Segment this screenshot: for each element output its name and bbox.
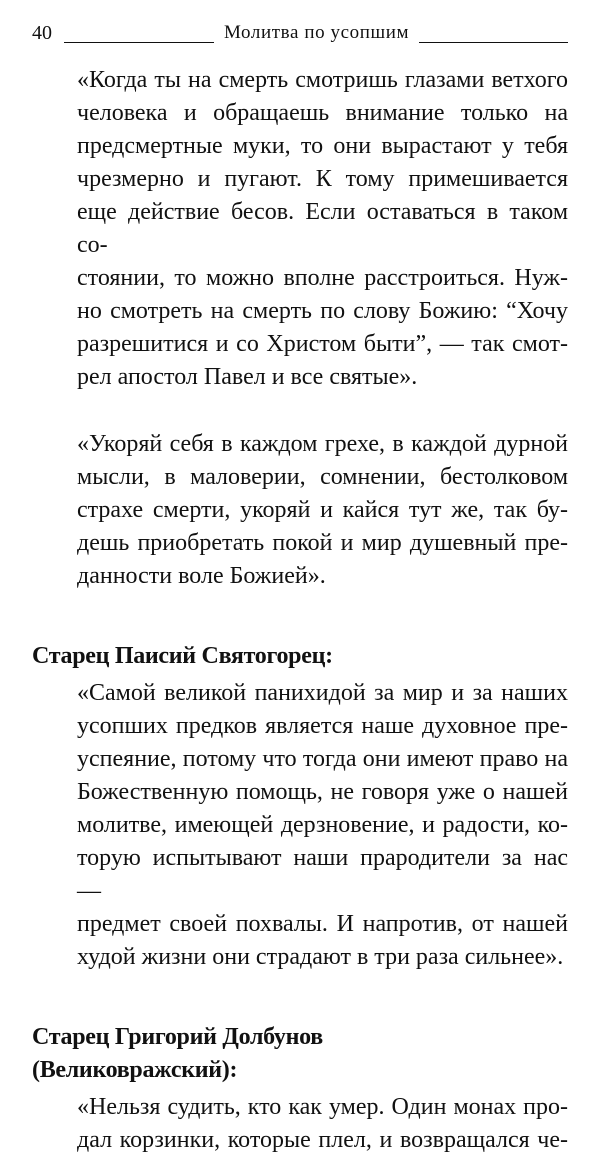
body-text xyxy=(32,64,568,1157)
text-line: молитве, имеющей дерзновение, и радости, ко- xyxy=(77,812,568,838)
header-rule-right xyxy=(419,42,568,43)
section-heading-gregory xyxy=(32,1021,568,1087)
page-number: 40 xyxy=(32,22,52,44)
text-line: дешь приобретать покой и мир душевный пре- xyxy=(77,530,568,556)
section-heading-paisios: Старец Паисий Святогорец: xyxy=(32,643,333,669)
text-line: данности воле Божией». xyxy=(77,563,326,589)
section-gap xyxy=(32,593,568,640)
text-line: «Когда ты на смерть смотришь глазами ветхого xyxy=(77,67,568,93)
text-line: «Укоряй себя в каждом грехе, в каждой дурной xyxy=(77,431,568,457)
text-line: предсмертные муки, то они вырастают у тебя xyxy=(77,133,568,159)
text-line: успеяние, потому что тогда они имеют право на xyxy=(77,746,568,772)
running-head xyxy=(32,18,568,44)
running-title: Молитва по усопшим xyxy=(224,22,410,43)
text-line: рел апостол Павел и все святые». xyxy=(77,364,418,390)
text-line: дал корзинки, которые плел, и возвращался че- xyxy=(77,1127,568,1153)
text-line: чрезмерно и пугают. К тому примешивается xyxy=(77,166,568,192)
text-line: худой жизни они страдают в три раза сильнее». xyxy=(77,944,564,970)
text-line: но смотреть на смерть по слову Божию: “Хочу xyxy=(77,298,568,324)
text-line: Божественную помощь, не говоря уже о нашей xyxy=(77,779,568,805)
heading-line: Старец Григорий Долбунов xyxy=(32,1024,323,1050)
text-line: «Нельзя судить, кто как умер. Один монах про- xyxy=(77,1094,568,1120)
quote-paragraph-3 xyxy=(77,677,568,974)
text-line: торую испытывают наши прародители за нас — xyxy=(77,845,568,904)
text-line: мысли, в маловерии, сомнении, бестолковом xyxy=(77,464,568,490)
paragraph-gap xyxy=(32,394,568,428)
text-line: разрешитися и со Христом быти”, — так смот- xyxy=(77,331,568,357)
section-gap xyxy=(32,974,568,1021)
quote-paragraph-2 xyxy=(77,428,568,593)
text-line: «Самой великой панихидой за мир и за наших xyxy=(77,680,568,706)
text-line: стоянии, то можно вполне расстроиться. Нуж- xyxy=(77,265,568,291)
header-rule-left xyxy=(64,42,214,43)
heading-line: (Великовражский): xyxy=(32,1057,238,1083)
text-line: страхе смерти, укоряй и кайся тут же, так бу- xyxy=(77,497,568,523)
text-line: предмет своей похвалы. И напротив, от нашей xyxy=(77,911,568,937)
text-line: еще действие бесов. Если оставаться в таком со- xyxy=(77,199,568,258)
quote-paragraph-4 xyxy=(77,1091,568,1157)
text-line: человека и обращаешь внимание только на xyxy=(77,100,568,126)
quote-paragraph-1 xyxy=(77,64,568,394)
text-line: усопших предков является наше духовное пре- xyxy=(77,713,568,739)
